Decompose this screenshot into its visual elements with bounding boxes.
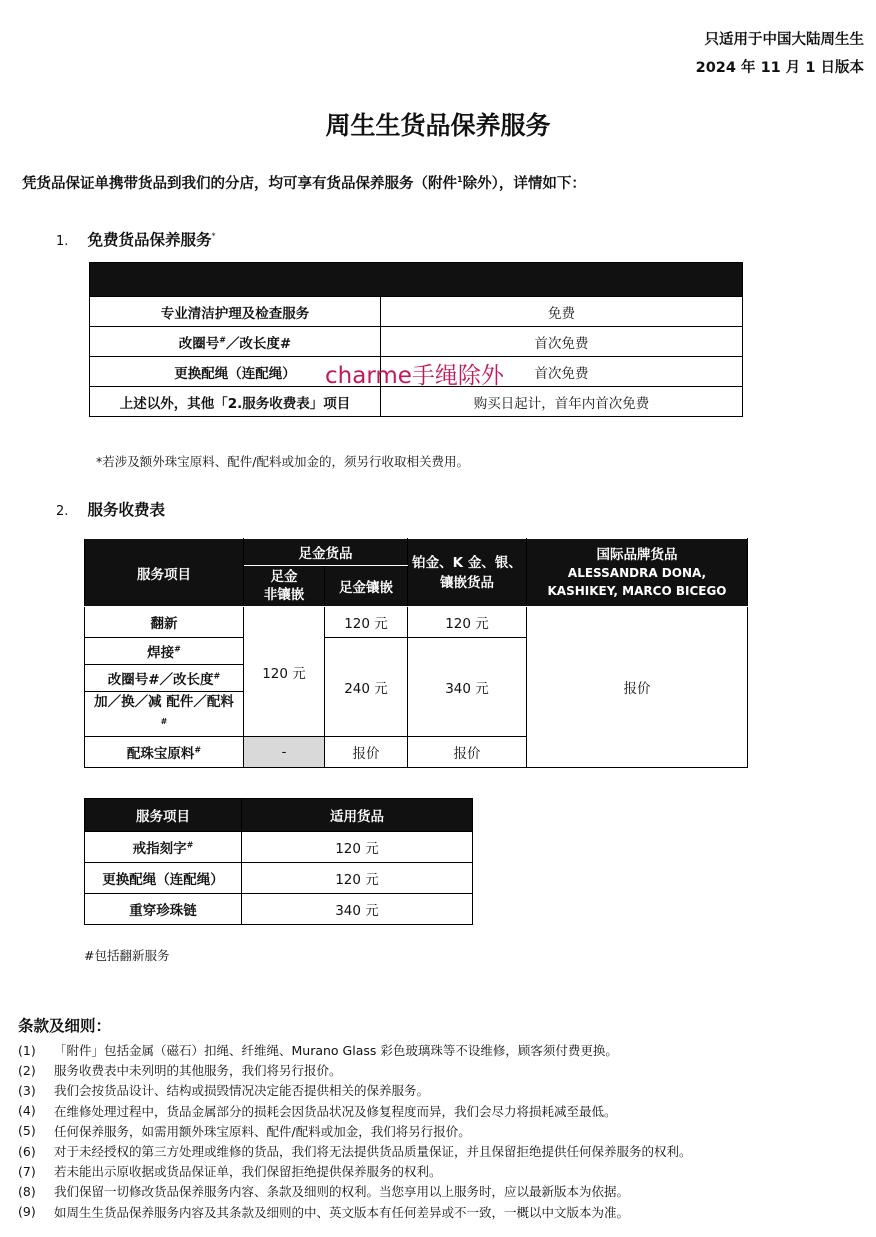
page-title: 周生生货品保养服务 <box>325 111 551 140</box>
term-number: (2) <box>18 1062 36 1078</box>
term-text: 我们会按货品设计、结构或损毁情况决定能否提供相关的保养服务。 <box>54 1083 430 1099</box>
header-gold-set: 足金镶嵌 <box>325 566 408 607</box>
other-service-header <box>85 799 473 832</box>
list-item <box>18 1121 692 1141</box>
table-row <box>85 894 473 925</box>
header-intl-brand <box>527 539 748 607</box>
term-text: 若未能出示原收据或货品保证单，我们保留拒绝提供保养服务的权利。 <box>54 1164 442 1180</box>
service-item <box>85 832 242 863</box>
term-number: (7) <box>18 1163 36 1179</box>
intro-text-part1: 凭货品保证单携带货品到我们的分店，均可享有货品保养服务（附件 <box>22 176 457 192</box>
section2-heading <box>56 498 165 520</box>
intro-text-part2: 除外），详情如下： <box>462 176 586 192</box>
header-gold: 足金货品 <box>244 539 408 566</box>
terms-title: 条款及细则： <box>18 1017 112 1035</box>
term-text: 如周生生货品保养服务内容及其条款及细则的中、英文版本有任何差异或不一致，一概以中文版本为准。 <box>54 1204 630 1220</box>
mid-gold-set-price: 240 元 <box>325 638 408 737</box>
row-resize-text: 改圈号#／改长度 <box>107 672 214 688</box>
term-number: (1) <box>18 1042 36 1058</box>
header-applies: 适用货品 <box>242 799 473 832</box>
list-item <box>18 1060 692 1080</box>
service-price: 120 元 <box>242 832 473 863</box>
row-gem-text: 配珠宝原料 <box>126 746 195 762</box>
table-row <box>85 863 473 894</box>
header-service: 服务项目 <box>85 799 242 832</box>
table-row <box>90 327 743 357</box>
row-parts-text: 加／换／减 配件／配料 <box>94 694 234 711</box>
term-text: 我们保留一切修改货品保养服务内容、条款及细则的权利。当您享用以上服务时，应以最新版本为依据。 <box>54 1184 630 1200</box>
term-text: 服务收费表中未列明的其他服务，我们将另行报价。 <box>54 1063 342 1079</box>
service-fee-table <box>84 538 748 768</box>
row-gem <box>85 737 244 768</box>
header-intl-brands: ALESSANDRA DONA, KASHIKEY, MARCO BICEGO <box>547 565 727 598</box>
intro-footnote-mark: 1 <box>457 175 463 185</box>
service-item: 更换配绳（连配绳） <box>90 357 381 387</box>
term-text: 「附件」包括金属（磁石）扣绳、纤维绳、Murano Glass 彩色玻璃珠等不设维修，顾客须付费更换。 <box>54 1043 618 1059</box>
term-text: 任何保养服务，如需用额外珠宝原料、配件/配料或加金，我们将另行报价。 <box>54 1123 471 1139</box>
gem-pt-price: 报价 <box>408 737 527 768</box>
table-row <box>90 387 743 417</box>
renew-gold-set-price: 120 元 <box>325 607 408 638</box>
table-row <box>90 297 743 327</box>
service-price: 首次免费 <box>381 327 743 357</box>
free-service-header-cell <box>90 263 743 297</box>
header-gold-plain: 足金 非镶嵌 <box>244 566 325 607</box>
service-item: 上述以外，其他「2.服务收费表」项目 <box>90 387 381 417</box>
term-number: (4) <box>18 1103 36 1119</box>
section2-title: 服务收费表 <box>87 501 166 519</box>
list-item <box>18 1141 692 1161</box>
section1-number: 1. <box>56 234 69 249</box>
handwritten-overlay-text: charme手绳除外 <box>325 363 504 389</box>
version-date: 2024 年 11 月 1 日版本 <box>695 60 864 76</box>
service-item: 更换配绳（连配绳） <box>85 863 242 894</box>
header-intl-title: 国际品牌货品 <box>596 546 678 563</box>
row-weld <box>85 638 244 665</box>
gold-plain-price: 120 元 <box>244 607 325 737</box>
service-item-text: 改圈号 <box>178 335 220 352</box>
header-service: 服务项目 <box>85 539 244 607</box>
free-service-table <box>89 262 743 417</box>
term-text: 对于未经授权的第三方处理或维修的货品，我们将无法提供货品质量保证，并且保留拒绝提供任何保养服务的权利。 <box>54 1144 692 1160</box>
row-resize <box>85 665 244 692</box>
footnote-mark: # <box>186 840 194 850</box>
term-text: 在维修处理过程中，货品金属部分的损耗会因货品状况及修复程度而异，我们会尽力将损耗减至最低。 <box>54 1103 617 1119</box>
service-item-text: 戒指刻字 <box>132 841 187 857</box>
footnote-mark: # <box>194 745 202 755</box>
service-price: 免费 <box>381 297 743 327</box>
list-item <box>18 1181 692 1201</box>
service-price: 340 元 <box>242 894 473 925</box>
renew-pt-price: 120 元 <box>408 607 527 638</box>
service-item-suffix: ／改长度# <box>225 335 292 352</box>
term-number: (3) <box>18 1082 36 1098</box>
list-item <box>18 1040 692 1060</box>
term-number: (9) <box>18 1204 36 1220</box>
header-platinum: 铂金、K 金、银、 镶嵌货品 <box>408 539 527 607</box>
term-number: (5) <box>18 1123 36 1139</box>
section2-number: 2. <box>56 504 69 519</box>
intl-price: 报价 <box>527 607 748 768</box>
service-price: 120 元 <box>242 863 473 894</box>
intro-text <box>22 172 586 193</box>
row-renew: 翻新 <box>85 607 244 638</box>
row-weld-text: 焊接 <box>147 645 175 661</box>
terms-list <box>18 1040 692 1222</box>
list-item <box>18 1080 692 1100</box>
list-item <box>18 1101 692 1121</box>
gem-gold-plain-price: - <box>244 737 325 768</box>
service-price: 购买日起计，首年内首次免费 <box>381 387 743 417</box>
section1-title: 免费货品保养服务 <box>87 231 212 249</box>
section1-title-mark: * <box>211 231 216 241</box>
footnote-mark: # <box>213 671 221 681</box>
footnote-mark: # <box>219 335 226 344</box>
free-service-header <box>90 263 743 297</box>
fee-header-row <box>85 539 748 566</box>
term-number: (8) <box>18 1183 36 1199</box>
gem-gold-set-price: 报价 <box>325 737 408 768</box>
row-parts <box>85 692 244 737</box>
term-number: (6) <box>18 1143 36 1159</box>
footnote-mark: # <box>160 717 168 727</box>
service-item: 重穿珍珠链 <box>85 894 242 925</box>
section1-footnote: *若涉及额外珠宝原料、配件/配料或加金的，须另行收取相关费用。 <box>96 454 469 469</box>
service-item <box>90 327 381 357</box>
footnote-mark: # <box>174 644 181 654</box>
section1-heading <box>56 228 216 250</box>
table-row <box>85 832 473 863</box>
mid-pt-price: 340 元 <box>408 638 527 737</box>
list-item <box>18 1161 692 1181</box>
service-price: 首次免费 <box>381 357 743 387</box>
table3-footnote: #包括翻新服务 <box>84 948 170 963</box>
table-row <box>85 607 748 638</box>
list-item <box>18 1202 692 1222</box>
other-service-table <box>84 798 473 925</box>
service-item: 专业清洁护理及检查服务 <box>90 297 381 327</box>
scope-note: 只适用于中国大陆周生生 <box>704 32 864 48</box>
